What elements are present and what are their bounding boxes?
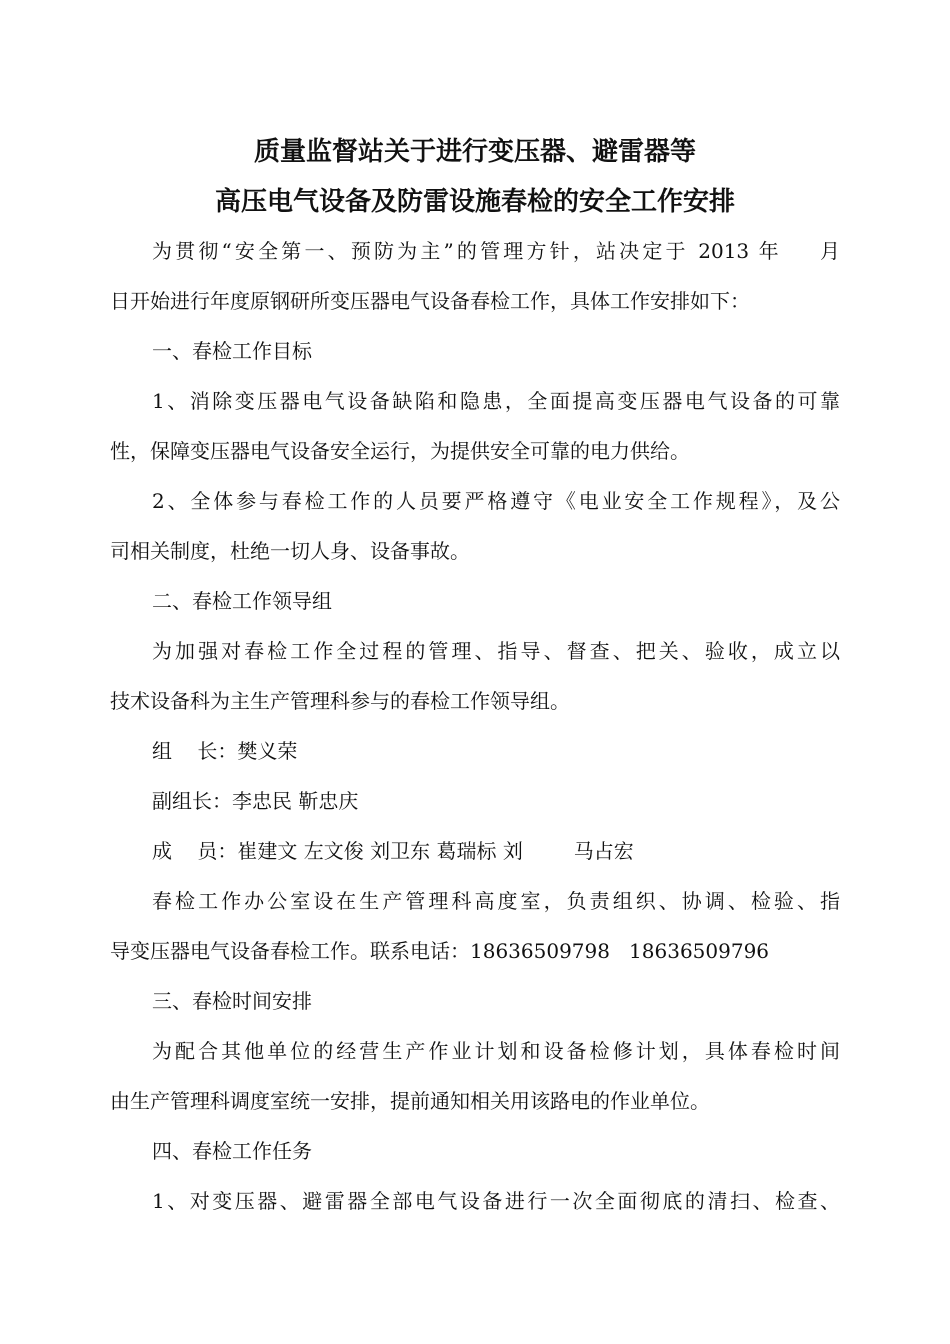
contact-phone-line: 导变压器电气设备春检工作。联系电话：18636509798 18636509796	[110, 939, 770, 963]
paragraph-line: 1、消除变压器电气设备缺陷和隐患，全面提高变压器电气设备的可靠	[152, 389, 840, 413]
paragraph-line: 1、对变压器、避雷器全部电气设备进行一次全面彻底的清扫、检查、	[152, 1189, 840, 1213]
paragraph-line: 2、全体参与春检工作的人员要严格遵守《电业安全工作规程》，及公	[152, 489, 840, 513]
paragraph-line: 为配合其他单位的经营生产作业计划和设备检修计划，具体春检时间	[152, 1039, 840, 1063]
title-line-1: 质量监督站关于进行变压器、避雷器等	[253, 137, 696, 167]
paragraph-line: 日开始进行年度原钢研所变压器电气设备春检工作，具体工作安排如下：	[110, 289, 750, 313]
section-heading: 一、春检工作目标	[152, 339, 312, 363]
paragraph-line: 性，保障变压器电气设备安全运行，为提供安全可靠的电力供给。	[110, 439, 690, 463]
paragraph-line: 司相关制度，杜绝一切人身、设备事故。	[110, 539, 470, 563]
paragraph-line: 技术设备科为主生产管理科参与的春检工作领导组。	[110, 689, 570, 713]
team-deputy-leaders: 副组长：李忠民 靳忠庆	[152, 789, 359, 813]
team-members: 成 员：崔建文 左文俊 刘卫东 葛瑞标 刘 马占宏	[152, 839, 634, 863]
paragraph-line: 春检工作办公室设在生产管理科高度室，负责组织、协调、检验、指	[152, 889, 840, 913]
paragraph-line: 为加强对春检工作全过程的管理、指导、督查、把关、验收，成立以	[152, 639, 840, 663]
section-heading: 二、春检工作领导组	[152, 589, 332, 613]
section-heading: 三、春检时间安排	[152, 989, 312, 1013]
paragraph-line: 由生产管理科调度室统一安排，提前通知相关用该路电的作业单位。	[110, 1089, 710, 1113]
paragraph-line: 为贯彻“安全第一、预防为主”的管理方针，站决定于 2013 年 月	[152, 239, 840, 263]
section-heading: 四、春检工作任务	[152, 1139, 312, 1163]
title-line-2: 高压电气设备及防雷设施春检的安全工作安排	[214, 187, 735, 217]
team-leader: 组 长：樊义荣	[152, 739, 298, 763]
